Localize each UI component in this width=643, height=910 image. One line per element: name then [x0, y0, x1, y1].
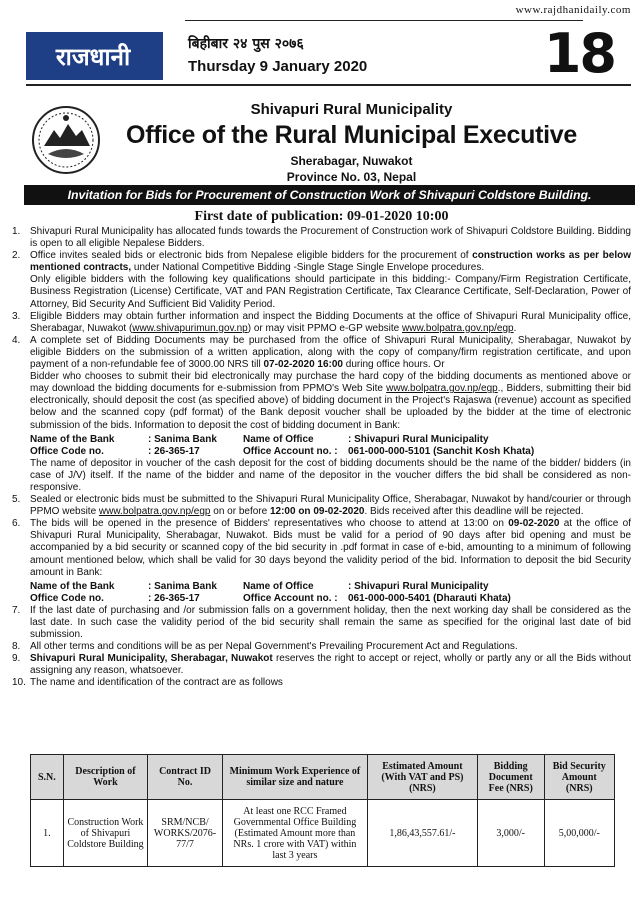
- clause-10: 10. The name and identification of the contract are as follows: [12, 677, 283, 689]
- municipality-website-link[interactable]: www.shivapurimun.gov.np: [132, 322, 248, 334]
- clause-7: 7. If the last date of purchasing and /or submission falls on a government holiday, then the next working day shall be considered as the last date. In such case the validity period of the bid security shall remain the same as specified for the original last date of bid submission.: [12, 604, 631, 641]
- contract-table: [30, 754, 615, 867]
- table-cell: 1,86,43,557.61/-: [367, 800, 477, 867]
- table-cell: 3,000/-: [477, 800, 544, 867]
- clause-8: 8. All other terms and conditions will be as per Nepal Government's Prevailing Procurement Act and Regulations.: [12, 641, 518, 653]
- masthead-logo: राजधानी: [26, 32, 160, 80]
- bank-info-revenue: Name of the Bank : Sanima Bank Name of Office : Shivapuri Rural Municipality Office Code no. : 26-365-17 Office Account no. : 061-000-000-5101 (Sanchit Kosh Khata): [30, 433, 535, 457]
- table-cell: Construction Work of Shivapuri Coldstore Building: [63, 800, 147, 867]
- municipality-name: Shivapuri Rural Municipality: [250, 101, 453, 118]
- office-title: Office of the Rural Municipal Executive: [126, 121, 577, 149]
- column-header: Description of Work: [63, 755, 147, 800]
- egp-link[interactable]: www.bolpatra.gov.np/egp: [402, 322, 514, 334]
- publication-date: First date of publication: 09-01-2020 10:00: [194, 209, 449, 224]
- egp-link[interactable]: www.bolpatra.gov.np/egp: [98, 506, 211, 518]
- column-header: Minimum Work Experience of similar size and nature: [222, 755, 367, 800]
- column-header: Bid Security Amount (NRS): [544, 755, 614, 800]
- column-header: Contract ID No.: [148, 755, 223, 800]
- column-header: Estimated Amount (With VAT and PS) (NRS): [367, 755, 477, 800]
- table-cell: 1.: [31, 800, 64, 867]
- bank-info-security: Name of the Bank : Sanima Bank Name of Office : Shivapuri Rural Municipality Office Code no. : 26-365-17 Office Account no. : 061-000-000-5401 (Dharauti Khata): [30, 580, 511, 604]
- table-row: [31, 800, 615, 867]
- clause-3: 3. Eligible Bidders may obtain further information and inspect the Bidding Documents at the office of Shivapuri Rural Municipality office, Sherabagar, Nuwakot (www.shivapurimun.gov.np) or may visit PPMO e-GP website www.bolpatra.gov.np/egp.: [12, 310, 631, 334]
- clause-2: 2. Office invites sealed bids or electronic bids from Nepalese eligible bidders for the procurement of construction works as per below mentioned contracts, under National Competitive Bidding -Single Stage Single Envelope procedures. Only eligible bidders with the following key qualifications should participate in this bidding:- Company/Firm Registration Certificate, Business Registration (License) Certificate, VAT and PAN Registration Certificate, Tax Clearance Certificate, Self-Declaration, Power of Attorney, Bid Security And Sufficient Bid Validity Period.: [12, 250, 631, 310]
- column-header: S.N.: [31, 755, 64, 800]
- column-header: Bidding Document Fee (NRS): [477, 755, 544, 800]
- notice-body: [12, 226, 631, 690]
- clause-5: 5. Sealed or electronic bids must be submitted to the Shivapuri Rural Municipality Office, Sherabagar, Nuwakot by hand/courier or through PPMO website www.bolpatra.gov.np/egp on or before 12:00 on 09-02-2020. Bids received after this deadline will be rejected.: [12, 494, 631, 518]
- notice-title-banner: Invitation for Bids for Procurement of Construction Work of Shivapuri Coldstore Building.: [24, 185, 635, 205]
- office-location: Sherabagar, Nuwakot: [290, 154, 413, 168]
- website-url: www.rajdhanidaily.com: [515, 4, 631, 16]
- table-header-row: [31, 755, 615, 800]
- clause-6: 6. The bids will be opened in the presence of Bidders' representatives who choose to attend at 13:00 on 09-02-2020 at the office of Shivapuri Rural Municipality, Sherabagar, Nuwakot. Bids must be valid for a period of 90 days after bid opening and must be accompanied by a bid security or scanned copy of the bid security in .pdf format in case of e-bid, amounting to a minimum of following amount mentioned below, which shall be valid for 30 days beyond the validity period of the bid. Information to deposit the bid Security amount in Bank: Name of the Bank : Sanima Bank Name of Office : Shivapuri Rural Municipality Office Code no. : 26-365-17 Office Account no. : 061-000-000-5401 (Dharauti Khata): [12, 518, 631, 604]
- province-line: Province No. 03, Nepal: [286, 170, 417, 184]
- table-cell: At least one RCC Framed Governmental Office Building (Estimated Amount more than NRs. 1 crore with VAT) within last 3 years: [222, 800, 367, 867]
- header-bottom-rule: [26, 84, 631, 86]
- table-cell: 5,00,000/-: [544, 800, 614, 867]
- header-top-rule: [185, 20, 583, 21]
- clause-9: 9. Shivapuri Rural Municipality, Sherabagar, Nuwakot reserves the right to accept or reject, wholly or partly any or all the Bids without assigning any reason, whatsoever.: [12, 653, 631, 677]
- egp-link[interactable]: www.bolpatra.gov.np/egp: [386, 383, 498, 395]
- clause-1: 1. Shivapuri Rural Municipality has allocated funds towards the Procurement of Construction work of Shivapuri Coldstore Building. Bidding is open to all eligible Nepalese Bidders.: [12, 226, 631, 250]
- page-number: 18: [543, 22, 615, 85]
- date-nepali: बिहीबार २४ पुस २०७६: [188, 36, 304, 52]
- clause-4: 4. A complete set of Bidding Documents may be purchased from the office of Shivapuri Rural Municipality, Sherabagar, Nuwakot by eligible Bidders on the submission of a written application, along with the copy of company/firm registration certificate, and upon payment of a non-refundable fee of 3000.00 NRS till 07-02-2020 16:00 during office hours. Or Bidder who chooses to submit their bid electronically may purchase the hard copy of the bidding documents as mentioned above or may download the bidding documents for e-submission from PPMO's Web Site www.bolpatra.gov.np/egp., Bidders, submitting their bid electronically, should deposit the cost (as specified above) of bidding document in the Project's Rajaswa (revenue) account as specified below and the scanned copy (pdf format) of the Bank deposit voucher shall be uploaded by the bidder at the time of electronic submission of the bids. Information to deposit the cost of bidding document in Bank: Name of the Bank : Sanima Bank Name of Office : Shivapuri Rural Municipality Office Code no. : 26-365-17 Office Account no. : 061-000-000-5101 (Sanchit Kosh Khata) The name of depositor in voucher of the cash deposit for the cost of bidding documents should be the name of the bidder/ bidders (in case of J/V) itself. If the name of the bidder and name of the depositor in the voucher differs the bid shall be considered as non-responsive.: [12, 334, 631, 493]
- date-english: Thursday 9 January 2020: [188, 58, 368, 75]
- table-cell: SRM/NCB/ WORKS/2076-77/7: [148, 800, 223, 867]
- masthead-divider: [160, 32, 163, 80]
